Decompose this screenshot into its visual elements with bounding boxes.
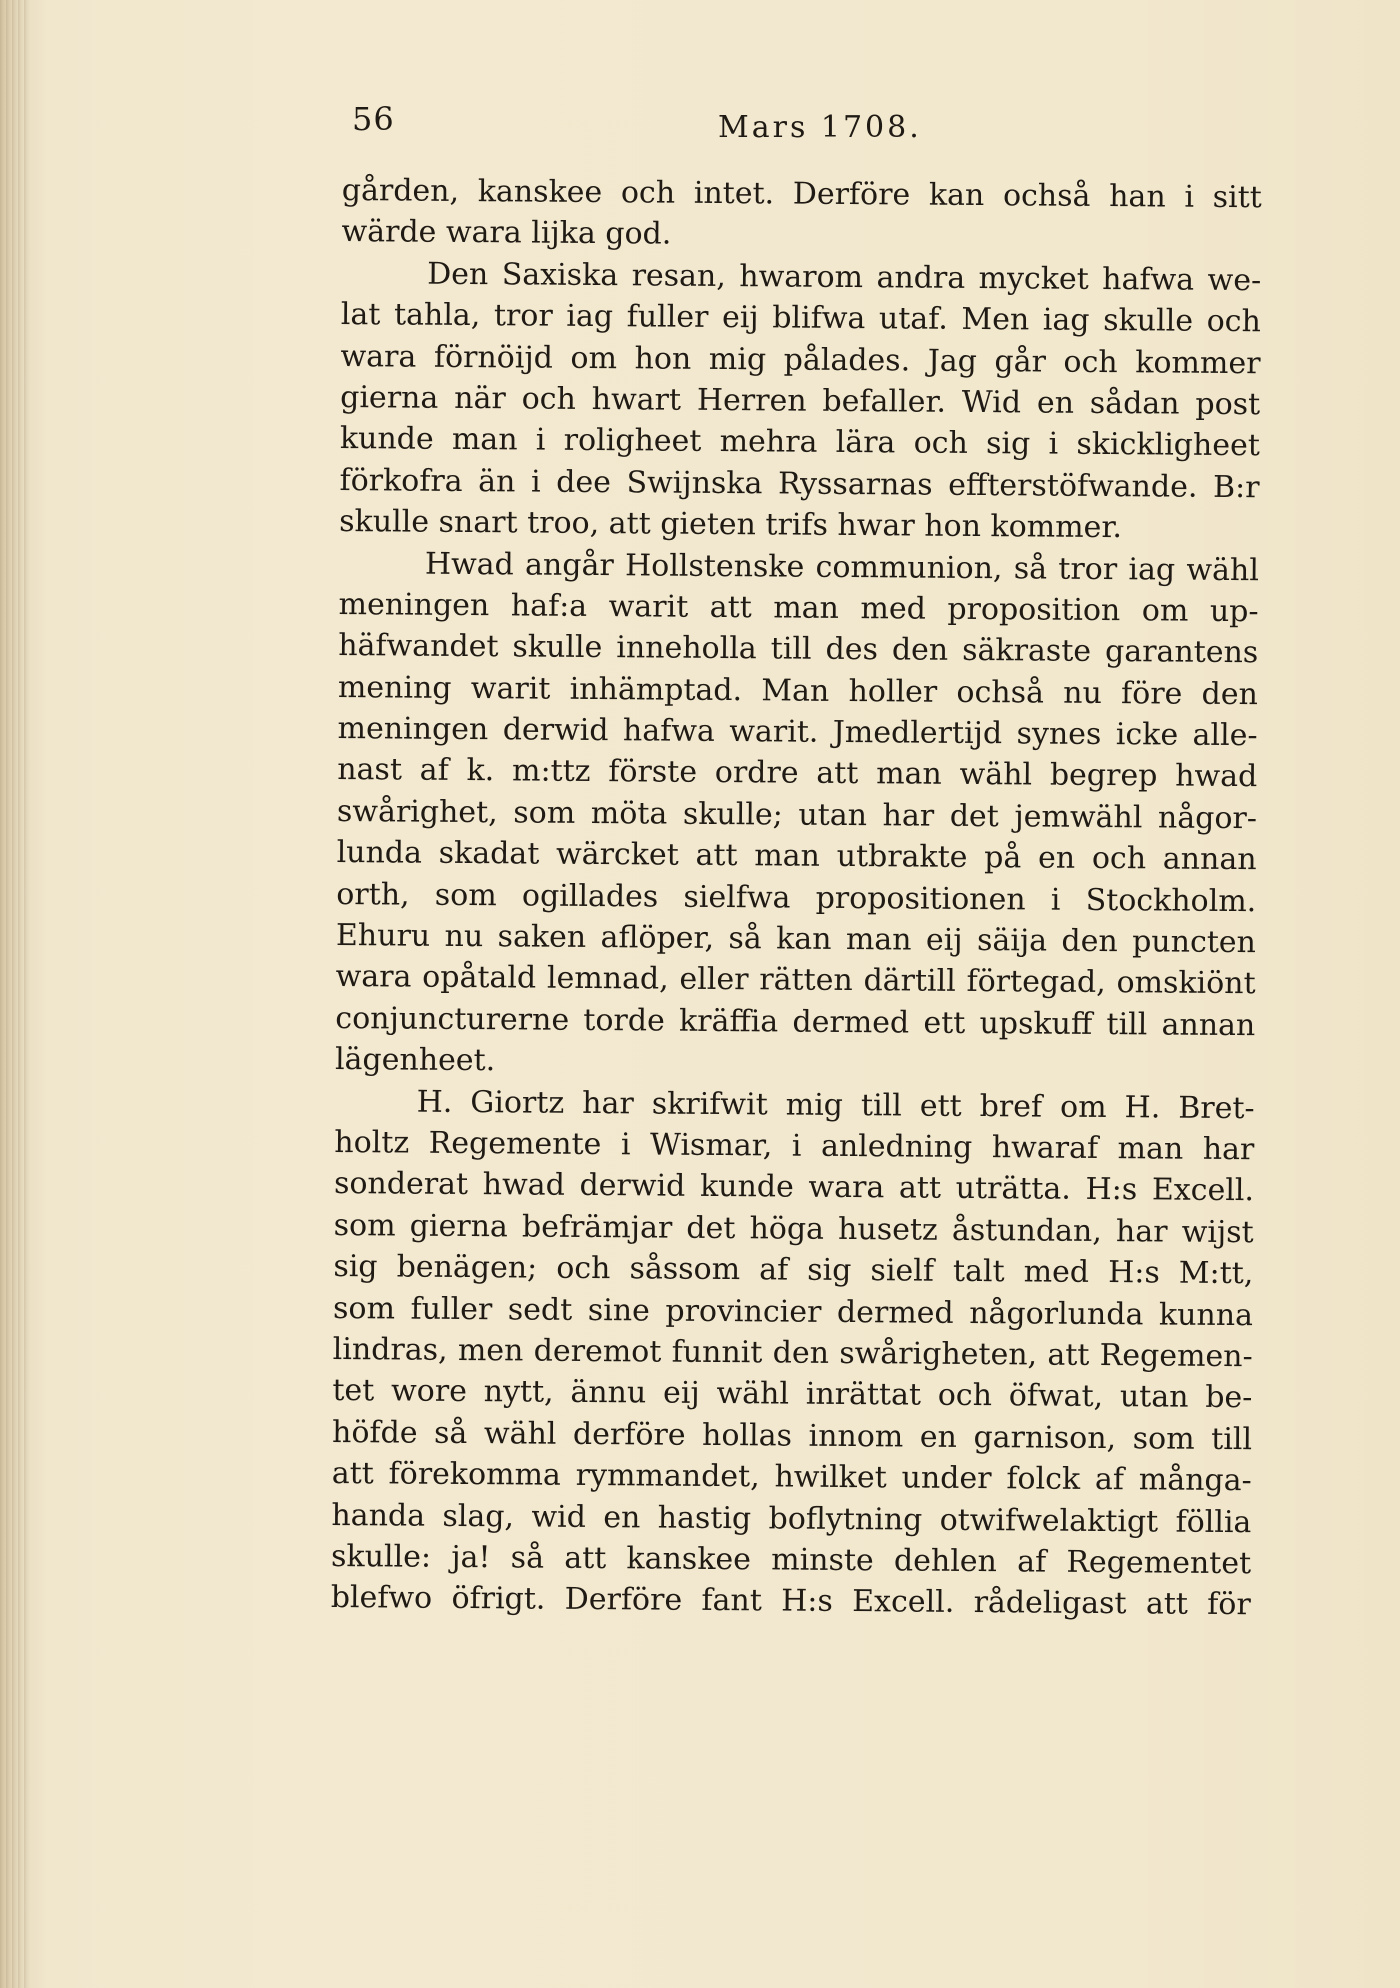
text-line: lat tahla, tror iag fuller eij blifwa utaf. Men iag skulle och: [340, 297, 1261, 340]
page-number: 56: [352, 100, 395, 138]
text-line: som gierna befrämjar det höga husetz åstundan, har wijst: [333, 1207, 1254, 1250]
text-line: blefwo öfrigt. Derföre fant H:s Excell. rådeligast att för: [330, 1580, 1251, 1623]
text-line: orth, som ogillades sielfwa propositionen i Stockholm.: [336, 876, 1257, 919]
text-line: gården, kanskee och intet. Derföre kan ochså han i sitt: [341, 172, 1262, 216]
text-line: kunde man i roligheet mehra lära och sig i skickligheet: [339, 421, 1260, 464]
text-line: Ehuru nu saken aflöper, så kan man eij säija den puncten: [335, 918, 1257, 961]
text-line: wärde wara lijka god.: [341, 214, 672, 252]
text-line: conjuncturerne torde kräffia dermed ett upskuff till annan: [335, 1000, 1256, 1044]
text-line: tet wore nytt, ännu eij wähl inrättat och öfwat, utan be-: [332, 1373, 1253, 1416]
text-line: wara förnöijd om hon mig pålades. Jag går och kommer: [340, 338, 1261, 381]
text-line: wara opåtald lemnad, eller rätten därtill förtegad, omskiönt: [335, 959, 1256, 1002]
text-line: H. Giortz har skrifwit mig till ett bref om H. Bret-: [416, 1084, 1255, 1126]
body-text: [331, 170, 1262, 1626]
page-binding-edge: [0, 0, 30, 1988]
text-line: Den Saxiska resan, hwarom andra mycket hafwa we-: [427, 256, 1262, 299]
text-line: som fuller sedt sine provincier dermed någorlunda kunna: [332, 1290, 1254, 1333]
text-line: holtz Regemente i Wismar, i anledning hwaraf man har: [334, 1124, 1255, 1168]
text-line: mening warit inhämptad. Man holler ochså nu före den: [337, 669, 1259, 712]
text-line: sig benägen; och såssom af sig sielf talt med H:s M:tt,: [333, 1249, 1254, 1292]
text-line: handa slag, wid en hastig boflytning otwifwelaktigt föllia: [331, 1497, 1252, 1540]
text-line: meningen derwid hafwa warit. Jmedlertijd synes icke alle-: [337, 711, 1258, 754]
text-line: swårighet, som möta skulle; utan har det jemwähl någor-: [336, 793, 1258, 837]
running-head: Mars 1708.: [718, 110, 922, 145]
text-line: lunda skadat wärcket att man utbrakte på en och annan: [336, 835, 1257, 878]
text-line: lindras, men deremot funnit den swårigheten, att Regemen-: [332, 1331, 1253, 1375]
text-line: skulle snart troo, att gieten trifs hwar hon kommer.: [339, 504, 1123, 546]
text-line: lägenheet.: [334, 1042, 496, 1079]
text-line: Hwad angår Hollstenske communion, så tror iag wähl: [424, 546, 1260, 588]
text-line: sonderat hwad derwid kunde wara att uträtta. H:s Excell.: [333, 1166, 1255, 1209]
text-line: förkofra än i dee Swijnska Ryssarnas effterstöfwande. B:r: [339, 462, 1260, 505]
text-line: höfde så wähl derföre hollas innom en garnison, som till: [331, 1414, 1253, 1457]
text-line: att förekomma rymmandet, hwilket under folck af många-: [331, 1456, 1252, 1499]
text-line: meningen haf:a warit att man med proposition om up-: [338, 586, 1259, 630]
text-line: häfwandet skulle inneholla till des den säkraste garantens: [338, 628, 1259, 671]
text-line: skulle: ja! så att kanskee minste dehlen af Regementet: [330, 1538, 1252, 1582]
text-line: nast af k. m:ttz förste ordre att man wähl begrep hwad: [337, 752, 1258, 795]
text-line: gierna när och hwart Herren befaller. Wid en sådan post: [340, 379, 1261, 423]
